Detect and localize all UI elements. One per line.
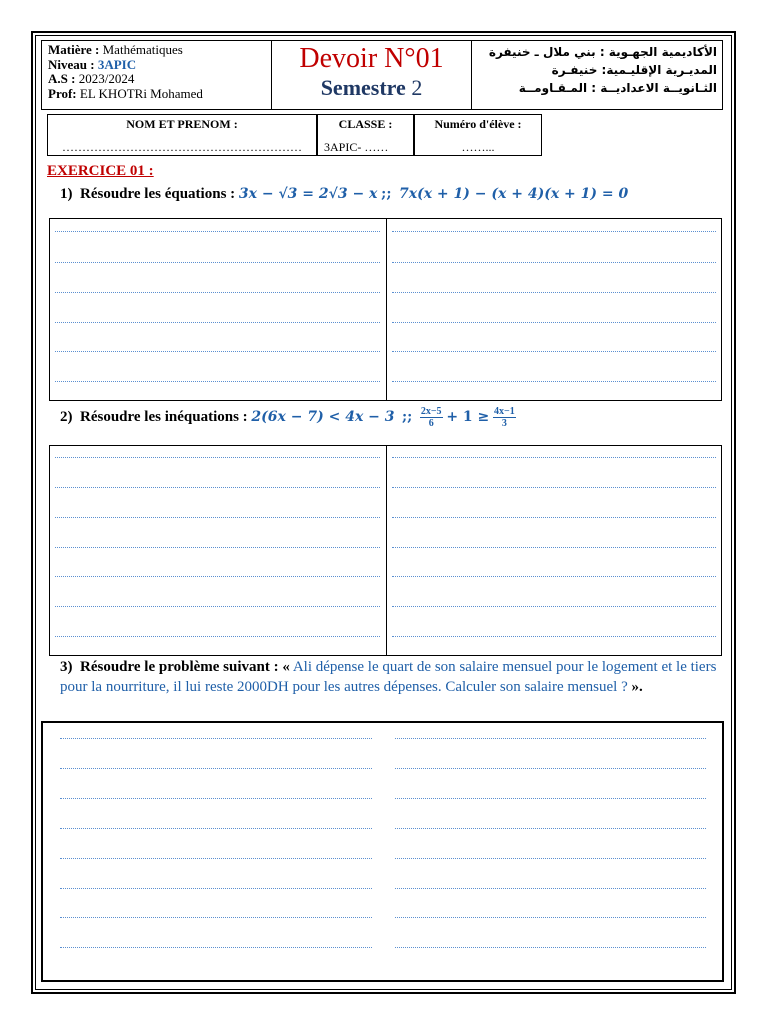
dotted-line <box>392 576 716 577</box>
class-label: CLASSE : <box>338 117 393 131</box>
dotted-line <box>392 457 716 458</box>
dotted-line <box>392 322 716 323</box>
dotted-line <box>395 738 706 739</box>
dotted-line <box>392 606 716 607</box>
dotted-line <box>395 917 706 918</box>
dotted-line <box>55 322 380 323</box>
exercise-title: EXERCICE 01 : <box>47 163 154 179</box>
direction-line: المديـرية الإقليـمية: خنيفـرة <box>551 63 717 77</box>
fraction-1: $\frac{2x-5}{6}$ <box>420 406 442 429</box>
niveau-row: Niveau : 3APIC <box>48 56 137 72</box>
dotted-line <box>392 292 716 293</box>
equation-2: 7x(x + 1) − (x + 4)(x + 1) = 0 <box>399 186 629 202</box>
header-info-cell <box>42 41 272 109</box>
answer-box-2[interactable] <box>49 445 722 656</box>
dotted-line <box>392 636 716 637</box>
dotted-line <box>60 858 372 859</box>
dotted-line <box>395 828 706 829</box>
header-arabic-cell <box>472 41 722 109</box>
dotted-line <box>55 517 380 518</box>
answer-box-1-left[interactable] <box>50 219 387 400</box>
semestre-label: Semestre 2 <box>320 75 423 100</box>
dotted-line <box>55 547 380 548</box>
dotted-line <box>55 231 380 232</box>
answer-box-2-right[interactable] <box>387 446 721 655</box>
year-row: A.S : 2023/2024 <box>48 71 135 86</box>
question-3: 3) Résoudre le problème suivant : « Ali dépense le quart de son salaire mensuel pour le logement et le tiers pour la nourriture, il lui reste 2000DH pour les autres dépenses. Calculer son salaire mensuel ? ». <box>60 659 717 695</box>
dotted-line <box>392 231 716 232</box>
dotted-line <box>55 351 380 352</box>
question-1: 1) Résoudre les équations : 3x − √3 = 2√3 − x ;; 7x(x + 1) − (x + 4)(x + 1) = 0 <box>60 186 629 202</box>
dotted-line <box>60 798 372 799</box>
school-line: الثـانويــة الاعداديــة : المـقـاومــة <box>518 81 717 95</box>
answer-box-3[interactable] <box>41 721 724 982</box>
dotted-line <box>55 457 380 458</box>
dotted-line <box>55 606 380 607</box>
answer-box-1[interactable] <box>49 218 722 401</box>
name-label: NOM ET PRENOM : <box>126 117 238 131</box>
dotted-line <box>55 262 380 263</box>
dotted-line <box>395 858 706 859</box>
devoir-title: Devoir N°01 <box>299 43 444 74</box>
problem-statement: Ali dépense le quart de son salaire mensuel pour le logement et le tiers pour la nourriture, il lui reste 2000DH pour les autres dépenses. Calculer son salaire mensuel ? <box>60 659 717 695</box>
inequation-1: 2(6x − 7) < 4x − 3 <box>251 408 395 425</box>
dotted-line <box>392 351 716 352</box>
dotted-line <box>55 292 380 293</box>
answer-box-2-left[interactable] <box>50 446 387 655</box>
name-field: …………………………………………………… <box>62 140 302 154</box>
student-number-cell[interactable] <box>414 114 542 156</box>
academy-line: الأكاديمية الجهـوية : بني ملال ـ خنيفرة <box>488 45 717 59</box>
dotted-line <box>395 798 706 799</box>
fraction-2: $\frac{4x-1}{3}$ <box>494 406 515 429</box>
class-field: 3APIC- …… <box>324 140 389 154</box>
number-field: ……... <box>461 140 495 154</box>
equation-1: 3x − √3 = 2√3 − x <box>238 186 378 202</box>
dotted-line <box>392 487 716 488</box>
answer-box-1-right[interactable] <box>387 219 721 400</box>
header-title-cell <box>272 41 472 109</box>
question-2: 2) Résoudre les inéquations : 2(6x − 7) < 4x − 3 ;; $\frac{2x-5}{6}$ + 1 ≥ $\frac{4x-1}{3}$ <box>60 406 515 429</box>
dotted-line <box>55 487 380 488</box>
dotted-line <box>60 828 372 829</box>
dotted-line <box>55 576 380 577</box>
dotted-line <box>392 517 716 518</box>
dotted-line <box>60 768 372 769</box>
dotted-line <box>395 947 706 948</box>
header-table <box>41 40 723 110</box>
dotted-line <box>392 262 716 263</box>
matiere-row: Matière : Mathématiques <box>48 42 183 57</box>
dotted-line <box>60 947 372 948</box>
dotted-line <box>60 917 372 918</box>
dotted-line <box>392 547 716 548</box>
prof-row: Prof: EL KHOTRi Mohamed <box>48 85 203 101</box>
dotted-line <box>60 738 372 739</box>
student-class-cell[interactable] <box>317 114 414 156</box>
dotted-line <box>55 381 380 382</box>
dotted-line <box>395 768 706 769</box>
number-label: Numéro d'élève : <box>434 117 522 131</box>
dotted-line <box>392 381 716 382</box>
student-name-cell[interactable] <box>47 114 317 156</box>
dotted-line <box>395 888 706 889</box>
dotted-line <box>55 636 380 637</box>
dotted-line <box>60 888 372 889</box>
